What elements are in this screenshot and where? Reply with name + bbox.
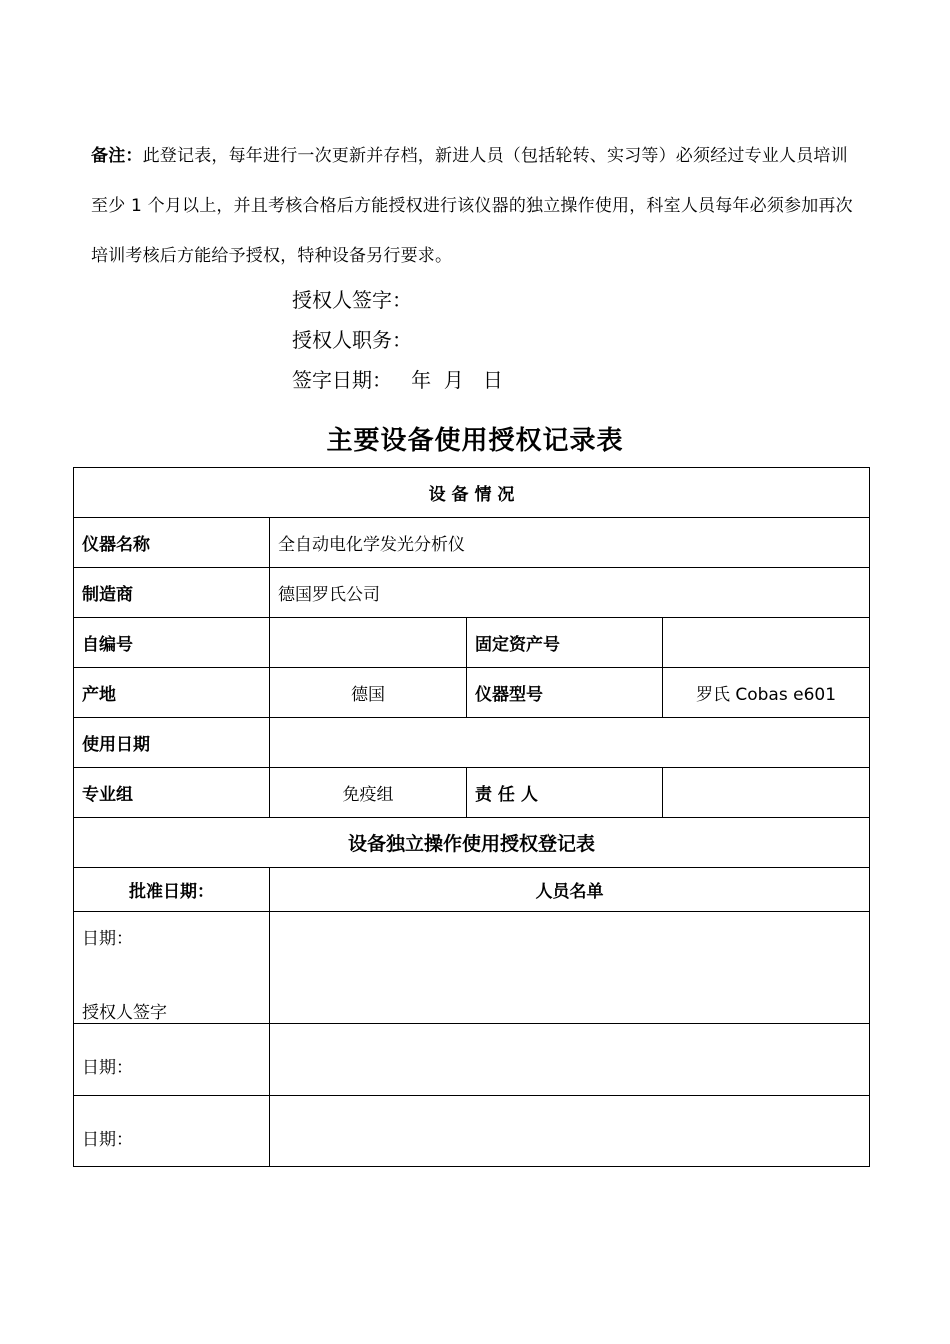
group-owner-row [74, 768, 870, 818]
origin-value: 德国 [270, 668, 467, 718]
authorization-row [74, 1096, 870, 1167]
owner-value [663, 768, 870, 818]
model-label: 仪器型号 [467, 668, 663, 718]
sign-date-line: 签字日期： 年 月 日 [292, 368, 503, 392]
instrument-name-row [74, 518, 870, 568]
group-value: 免疫组 [270, 768, 467, 818]
remarks-paragraph [91, 131, 861, 281]
manufacturer-label: 制造商 [74, 568, 270, 618]
personnel-list-cell [270, 912, 870, 1024]
personnel-list-cell [270, 1024, 870, 1096]
self-number-value [270, 618, 467, 668]
authorization-date-cell [74, 1096, 270, 1167]
authorization-section-header-row [74, 818, 870, 868]
use-date-value [270, 718, 870, 768]
authorization-column-header-row [74, 868, 870, 912]
owner-label: 责 任 人 [467, 768, 663, 818]
authorization-date-cell [74, 912, 270, 1024]
authorization-date-label: 日期： [82, 929, 133, 949]
personnel-list-header: 人员名单 [270, 868, 870, 912]
instrument-name-value: 全自动电化学发光分析仪 [270, 518, 870, 568]
authorization-date-label: 日期： [82, 1058, 133, 1078]
serial-row [74, 618, 870, 668]
use-date-label: 使用日期 [74, 718, 270, 768]
signer-line: 授权人签字： [292, 288, 412, 312]
group-label: 专业组 [74, 768, 270, 818]
authorization-date-cell [74, 1024, 270, 1096]
equipment-section-title: 设 备 情 况 [74, 468, 870, 518]
authorizer-sign-label: 授权人签字 [82, 1003, 167, 1023]
use-date-row [74, 718, 870, 768]
authorization-row [74, 1024, 870, 1096]
page-title: 主要设备使用授权记录表 [326, 426, 624, 456]
approval-date-header: 批准日期： [74, 868, 270, 912]
signature-block [292, 280, 503, 400]
remarks-label: 备注： [91, 146, 143, 166]
origin-model-row [74, 668, 870, 718]
manufacturer-value: 德国罗氏公司 [270, 568, 870, 618]
authorization-row [74, 912, 870, 1024]
origin-label: 产地 [74, 668, 270, 718]
signer-position-line: 授权人职务： [292, 328, 412, 352]
asset-number-label: 固定资产号 [467, 618, 663, 668]
instrument-name-label: 仪器名称 [74, 518, 270, 568]
personnel-list-cell [270, 1096, 870, 1167]
authorization-section-title: 设备独立操作使用授权登记表 [74, 818, 870, 868]
asset-number-value [663, 618, 870, 668]
model-value: 罗氏 Cobas e601 [663, 668, 870, 718]
remarks-text: 此登记表，每年进行一次更新并存档，新进人员（包括轮转、实习等）必须经过专业人员培训至少 1 个月以上，并且考核合格后方能授权进行该仪器的独立操作使用，科室人员每年必须参加再次培训考核后方能给予授权，特种设备另行要求。 [91, 146, 853, 266]
equipment-section-header-row [74, 468, 870, 518]
authorization-record-table [73, 467, 870, 1167]
self-number-label: 自编号 [74, 618, 270, 668]
authorization-date-label: 日期： [82, 1129, 133, 1150]
manufacturer-row [74, 568, 870, 618]
